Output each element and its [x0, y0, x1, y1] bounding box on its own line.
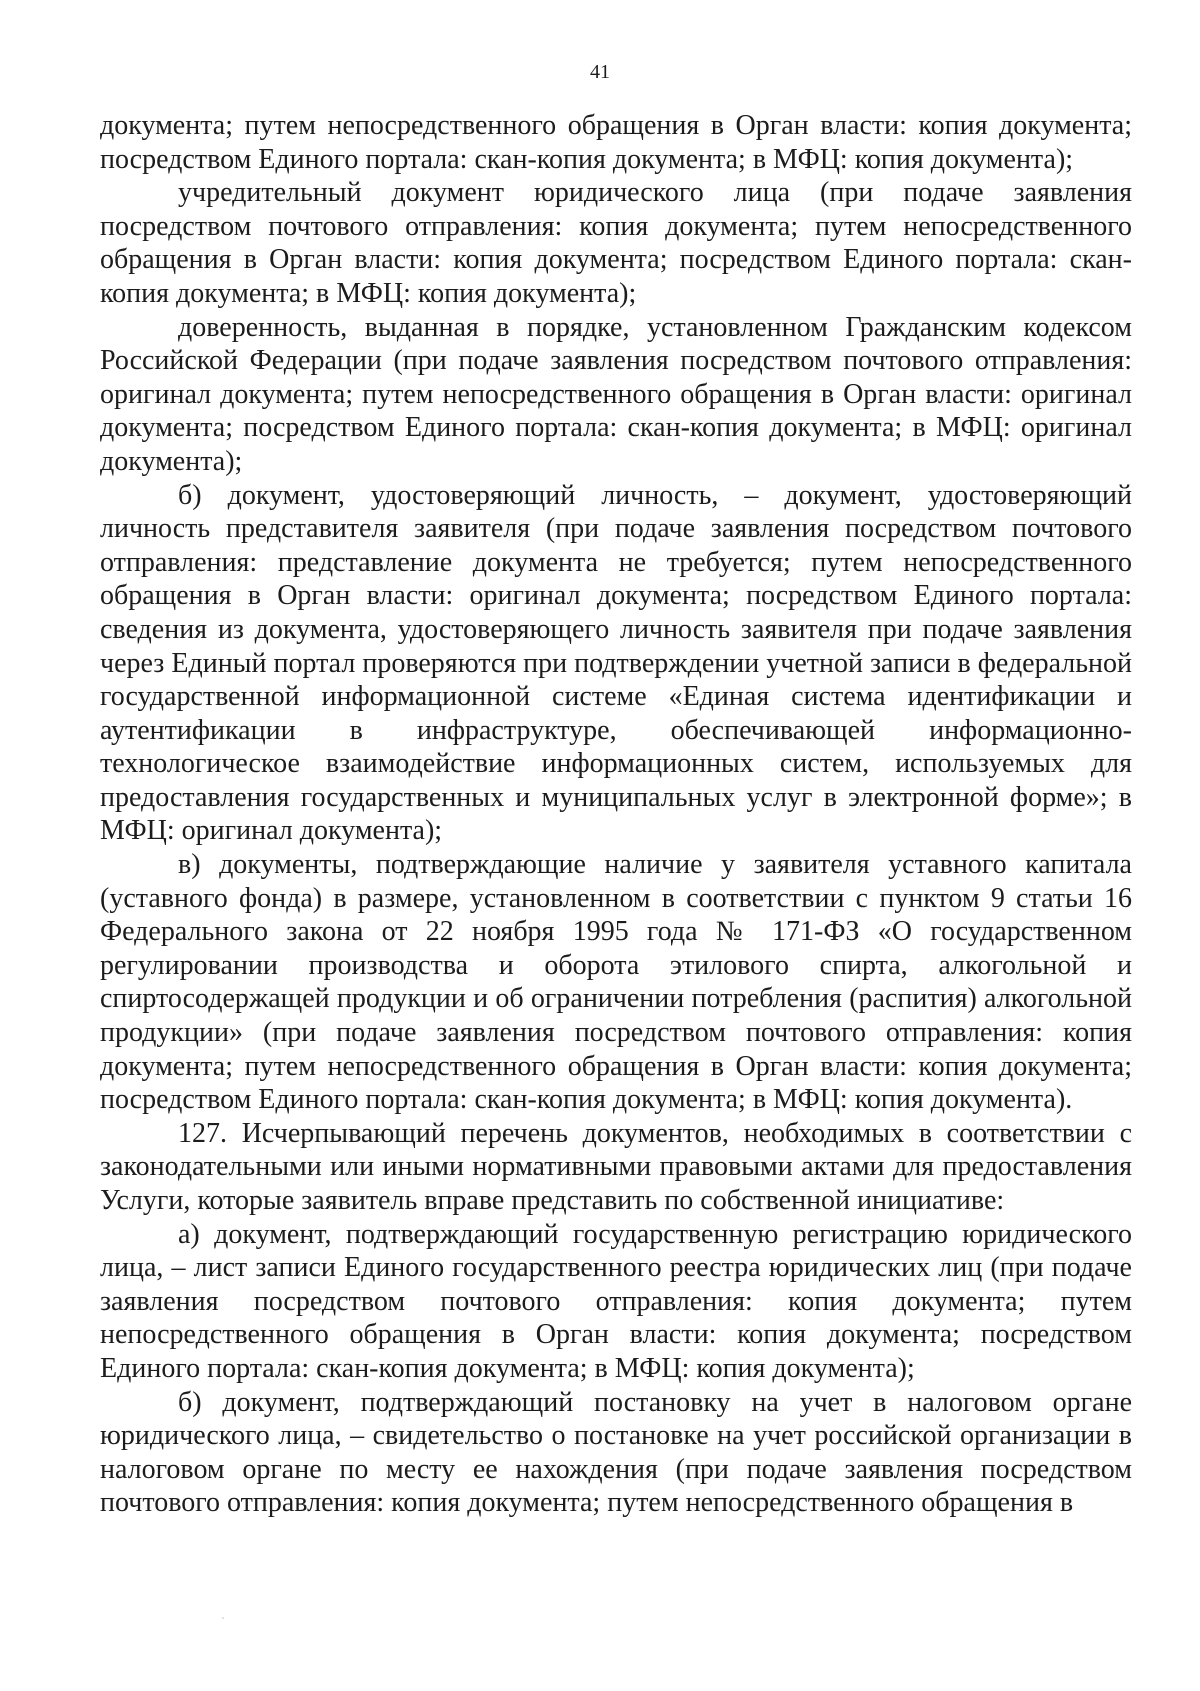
scan-speck [222, 1617, 224, 1619]
document-body [100, 109, 1132, 1520]
paragraph-127-exhaustive-list: 127. Исчерпывающий перечень документов, необходимых в соответствии с законодательными или иными нормативными правовыми актами для предоставления Услуги, которые заявитель вправе представить по собственной инициативе: [100, 1117, 1132, 1216]
paragraph-state-registration: а) документ, подтверждающий государственную регистрацию юридического лица, – лист записи Единого государственного реестра юридических лиц (при подаче заявления посредством почтового отправления: копия документа; путем непосредственного обращения в Орган власти: копия документа; посредством Единого портала: скан-копия документа; в МФЦ: копия документа); [100, 1218, 1132, 1384]
page-number: 41 [590, 61, 610, 83]
paragraph-tax-registration: б) документ, подтверждающий постановку на учет в налоговом органе юридического лица, – свидетельство о постановке на учет российской организации в налоговом органе по месту ее нахождения (при подаче заявления посредством почтового отправления: копия документа; путем непосредственного обращения в [100, 1386, 1132, 1519]
paragraph-authorized-capital: в) документы, подтверждающие наличие у заявителя уставного капитала (уставного фонда) в размере, установленном в соответствии с пунктом 9 статьи 16 Федерального закона от 22 ноября 1995 года № 171-ФЗ «О государственном регулировании производства и оборота этилового спирта, алкогольной и спиртосодержащей продукции и об ограничении потребления (распития) алкогольной продукции» (при подаче заявления посредством почтового отправления: копия документа; путем непосредственного обращения в Орган власти: копия документа; посредством Единого портала: скан-копия документа; в МФЦ: копия документа). [100, 849, 1132, 1116]
paragraph-identity-document: б) документ, удостоверяющий личность, – документ, удостоверяющий личность представителя заявителя (при подаче заявления посредством почтового отправления: представление документа не требуется; путем непосредственного обращения в Орган власти: оригинал документа; посредством Единого портала: сведения из документа, удостоверяющего личность заявителя при подаче заявления через Единый портал проверяются при подтверждении учетной записи в федеральной государственной информационной системе «Единая система идентификации и аутентификации в инфраструктуре, обеспечивающей информационно-технологическое взаимодействие информационных систем, используемых для предоставления государственных и муниципальных услуг в электронной форме»; в МФЦ: оригинал документа); [100, 479, 1132, 847]
paragraph-power-of-attorney: доверенность, выданная в порядке, установленном Гражданским кодексом Российской Федерации (при подаче заявления посредством почтового отправления: оригинал документа; путем непосредственного обращения в Орган власти: оригинал документа; посредством Единого портала: скан-копия документа; в МФЦ: оригинал документа); [100, 311, 1132, 477]
paragraph-continuation: документа; путем непосредственного обращения в Орган власти: копия документа; посредством Единого портала: скан-копия документа; в МФЦ: копия документа); [100, 110, 1132, 175]
paragraph-founding-document: учредительный документ юридического лица (при подаче заявления посредством почтового отправления: копия документа; путем непосредственного обращения в Орган власти: копия документа; посредством Единого портала: скан-копия документа; в МФЦ: копия документа); [100, 177, 1132, 309]
